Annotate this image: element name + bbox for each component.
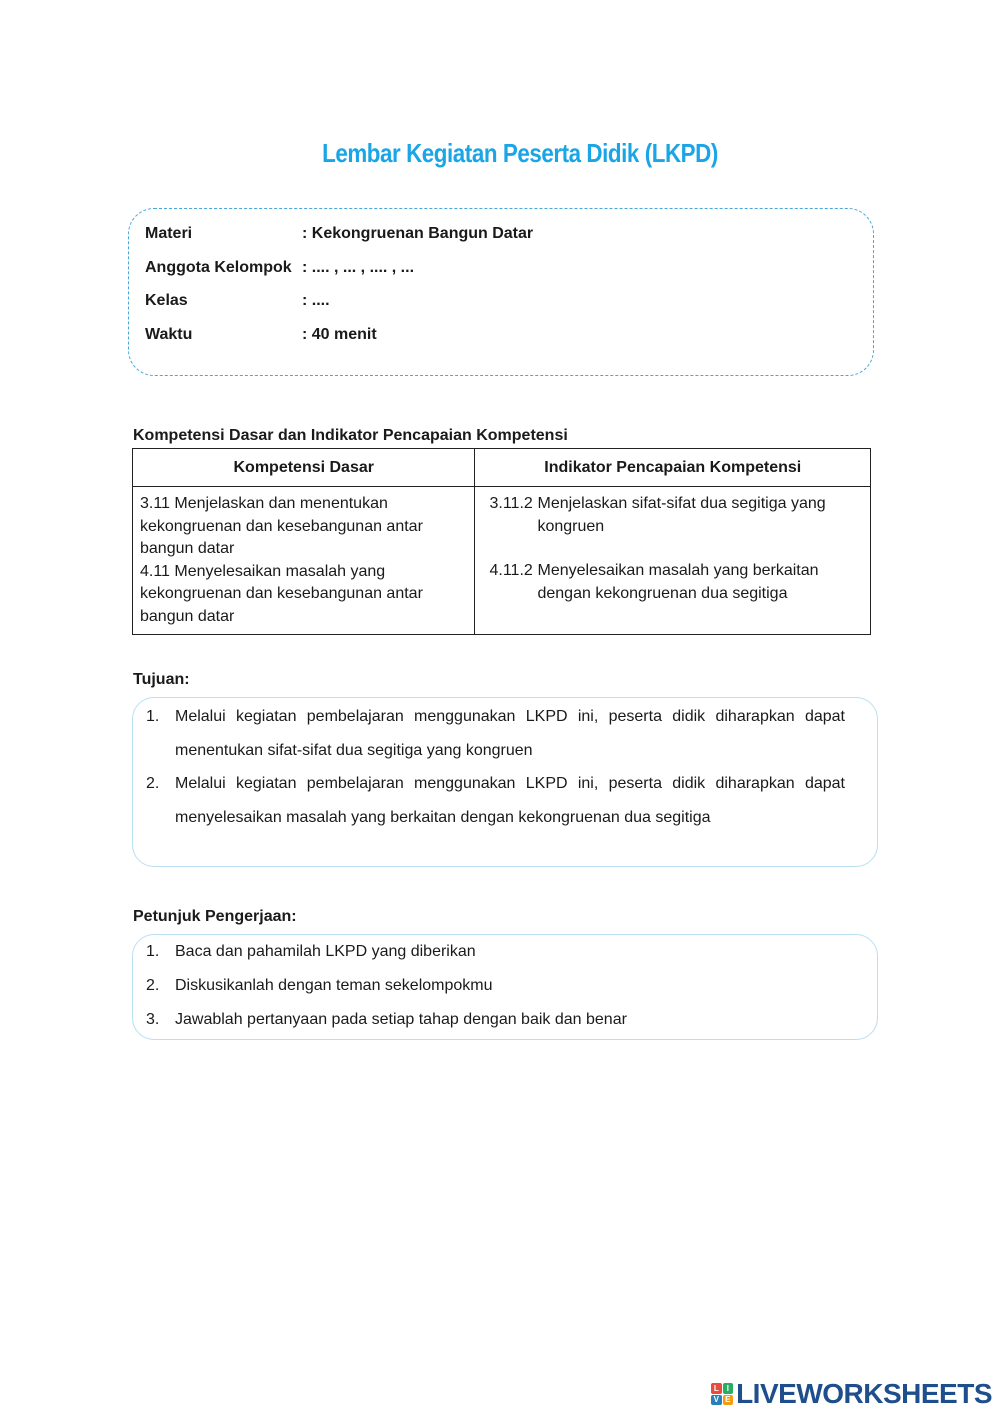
page-title: Lembar Kegiatan Peserta Didik (LKPD) <box>322 138 718 168</box>
logo-badge-icon <box>711 1383 733 1405</box>
info-label: Materi <box>145 225 193 242</box>
table-row <box>133 487 871 635</box>
kd-cell <box>133 487 475 635</box>
petunjuk-list <box>133 935 877 1037</box>
tujuan-box <box>132 697 878 867</box>
list-number: 1. <box>146 708 160 725</box>
list-text: Baca dan pahamilah LKPD yang diberikan <box>175 943 476 960</box>
kompetensi-table <box>132 448 871 635</box>
liveworksheets-logo <box>711 1378 992 1410</box>
info-value: : .... <box>302 292 330 309</box>
column-header-kd: Kompetensi Dasar <box>133 449 475 487</box>
indikator-code: 4.11.2 <box>489 562 533 579</box>
badge-letter: E <box>723 1395 734 1406</box>
list-item <box>133 1003 877 1037</box>
logo-text: LIVEWORKSHEETS <box>736 1378 992 1409</box>
petunjuk-box <box>132 934 878 1040</box>
list-item <box>133 767 877 834</box>
info-box <box>128 208 874 376</box>
indikator-text: Menyelesaikan masalah yang berkaitan dengan kekongruenan dua segitiga <box>537 562 819 602</box>
list-item <box>133 935 877 969</box>
indikator-item <box>482 560 863 605</box>
indikator-code: 3.11.2 <box>489 495 533 512</box>
list-text: Melalui kegiatan pembelajaran menggunakan LKPD ini, peserta didik diharapkan dapat menyelesaikan masalah yang berkaitan dengan kekongruenan dua segitiga <box>175 775 845 826</box>
petunjuk-heading: Petunjuk Pengerjaan: <box>133 908 297 925</box>
info-value: : 40 menit <box>302 326 377 343</box>
kompetensi-heading: Kompetensi Dasar dan Indikator Pencapaian Kompetensi <box>133 427 568 444</box>
list-item <box>133 700 877 767</box>
badge-letter: L <box>711 1383 722 1394</box>
list-number: 2. <box>146 977 160 994</box>
kd-item: 4.11 Menyelesaikan masalah yang kekongruenan dan kesebangunan antar bangun datar <box>140 562 423 625</box>
list-number: 2. <box>146 775 160 792</box>
list-text: Diskusikanlah dengan teman sekelompokmu <box>175 977 493 994</box>
column-header-indikator: Indikator Pencapaian Kompetensi <box>475 449 871 487</box>
indikator-cell <box>475 487 871 635</box>
list-text: Jawablah pertanyaan pada setiap tahap dengan baik dan benar <box>175 1011 627 1028</box>
tujuan-list <box>133 700 877 834</box>
list-number: 3. <box>146 1011 160 1028</box>
kd-item: 3.11 Menjelaskan dan menentukan kekongruenan dan kesebangunan antar bangun datar <box>140 495 423 557</box>
info-label: Kelas <box>145 292 188 309</box>
indikator-item <box>482 493 863 538</box>
table-header-row <box>133 449 871 487</box>
list-item <box>133 969 877 1003</box>
info-value: : .... , ... , .... , ... <box>302 259 415 276</box>
badge-letter: I <box>723 1383 734 1394</box>
list-number: 1. <box>146 943 160 960</box>
list-text: Melalui kegiatan pembelajaran menggunakan LKPD ini, peserta didik diharapkan dapat menentukan sifat-sifat dua segitiga yang kongruen <box>175 708 845 759</box>
info-label: Waktu <box>145 326 193 343</box>
indikator-text: Menjelaskan sifat-sifat dua segitiga yang kongruen <box>537 495 826 535</box>
tujuan-heading: Tujuan: <box>133 671 190 688</box>
badge-letter: V <box>711 1395 722 1406</box>
info-value: : Kekongruenan Bangun Datar <box>302 225 534 242</box>
info-label: Anggota Kelompok <box>145 259 292 276</box>
